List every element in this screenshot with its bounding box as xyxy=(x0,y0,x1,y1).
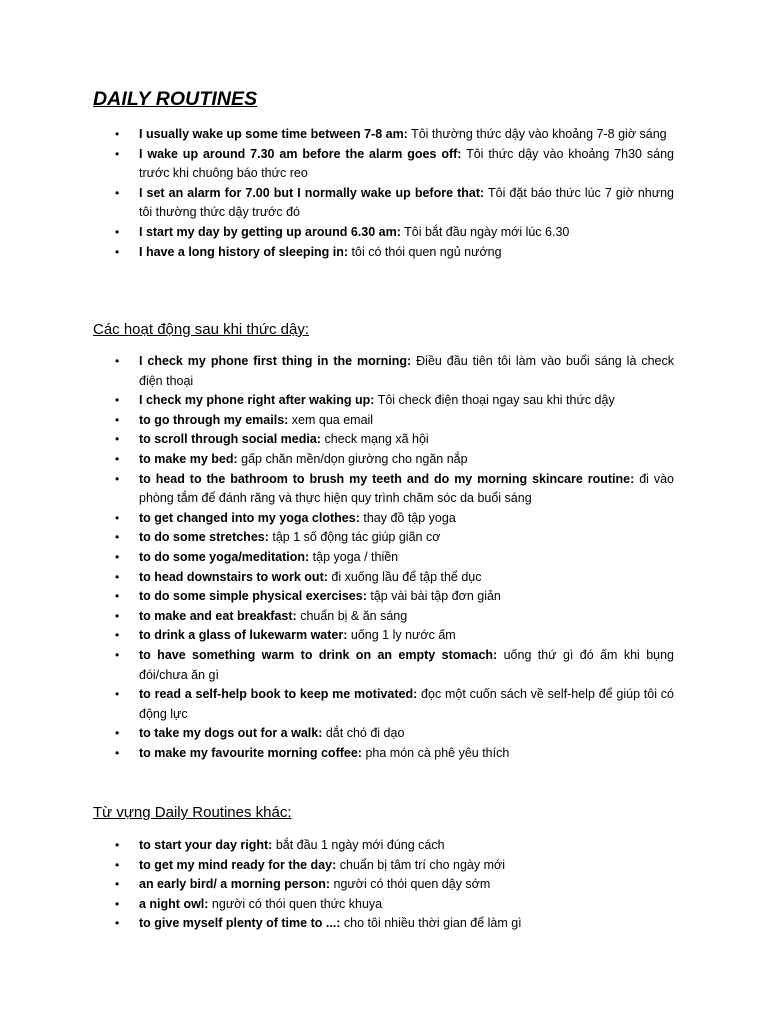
english-phrase: to get my mind ready for the day: xyxy=(139,857,337,872)
vietnamese-meaning: check mạng xã hội xyxy=(324,432,429,447)
english-phrase: to do some yoga/meditation: xyxy=(139,549,310,564)
bullet-icon: • xyxy=(115,745,120,760)
bullet-icon: • xyxy=(115,432,120,447)
bullet-icon: • xyxy=(115,877,120,892)
list-item xyxy=(0,875,674,895)
list-item xyxy=(0,145,674,184)
bullet-icon: • xyxy=(115,569,120,584)
list-item xyxy=(0,626,674,646)
list-item xyxy=(0,411,674,431)
list-item xyxy=(0,895,674,915)
english-phrase: to give myself plenty of time to ...: xyxy=(139,916,341,931)
bullet-icon: • xyxy=(115,916,120,931)
bullet-icon: • xyxy=(115,530,120,545)
english-phrase: I set an alarm for 7.00 but I normally wake up before that: xyxy=(139,185,485,200)
list-item xyxy=(0,391,674,411)
list-item xyxy=(0,243,674,263)
english-phrase: to take my dogs out for a walk: xyxy=(139,726,323,741)
english-phrase: to do some simple physical exercises: xyxy=(139,589,367,604)
list-item xyxy=(0,587,674,607)
vietnamese-meaning: Điều đầu tiên tôi làm vào buổi sáng là check điện thoại xyxy=(139,354,674,388)
vietnamese-meaning: tập yoga / thiền xyxy=(312,549,399,564)
bullet-icon: • xyxy=(115,393,120,408)
vietnamese-meaning: Tôi bắt đầu ngày mới lúc 6.30 xyxy=(404,224,570,239)
english-phrase: I start my day by getting up around 6.30 am: xyxy=(139,224,401,239)
english-phrase: an early bird/ a morning person: xyxy=(139,877,331,892)
list-item xyxy=(0,470,674,509)
english-phrase: to get changed into my yoga clothes: xyxy=(139,510,360,525)
english-phrase: to start your day right: xyxy=(139,838,273,852)
english-phrase: to do some stretches: xyxy=(139,530,269,545)
list-item xyxy=(0,724,674,744)
list-item xyxy=(0,836,674,856)
bullet-icon: • xyxy=(115,857,120,872)
list-item xyxy=(0,125,674,145)
english-phrase: I usually wake up some time between 7-8 am: xyxy=(139,127,408,141)
english-phrase: to drink a glass of lukewarm water: xyxy=(139,628,348,643)
bullet-icon: • xyxy=(115,354,120,368)
vietnamese-meaning: tập vài bài tập đơn giản xyxy=(370,589,501,604)
english-phrase: I wake up around 7.30 am before the alarm goes off: xyxy=(139,146,462,161)
english-phrase: I have a long history of sleeping in: xyxy=(139,244,349,259)
english-phrase: to head to the bathroom to brush my teeth and do my morning skincare routine: xyxy=(139,471,635,486)
vietnamese-meaning: đi xuống lầu để tập thể dục xyxy=(331,569,482,584)
list-item xyxy=(0,744,674,764)
bullet-icon: • xyxy=(115,244,120,259)
vietnamese-meaning: gấp chăn mền/dọn giường cho ngăn nắp xyxy=(241,451,468,466)
bullet-icon: • xyxy=(115,589,120,604)
english-phrase: I check my phone first thing in the morning: xyxy=(139,354,412,368)
english-phrase: to make my favourite morning coffee: xyxy=(139,745,362,760)
vietnamese-meaning: Tôi thức dậy vào khoảng 7h30 sáng trước khi chuông báo thức reo xyxy=(139,146,674,181)
bullet-icon: • xyxy=(115,628,120,643)
english-phrase: I check my phone right after waking up: xyxy=(139,393,375,408)
after-waking-activities-list xyxy=(0,352,768,763)
vietnamese-meaning: tập 1 số động tác giúp giãn cơ xyxy=(272,530,441,545)
list-item xyxy=(0,856,674,876)
vietnamese-meaning: đi vào phòng tắm để đánh răng và thực hiện quy trình chăm sóc da buổi sáng xyxy=(139,471,674,506)
vietnamese-meaning: Tôi thường thức dậy vào khoảng 7-8 giờ sáng xyxy=(411,127,667,141)
vietnamese-meaning: cho tôi nhiều thời gian để làm gì xyxy=(343,916,522,931)
bullet-icon: • xyxy=(115,608,120,623)
english-phrase: to head downstairs to work out: xyxy=(139,569,328,584)
vietnamese-meaning: dắt chó đi dạo xyxy=(325,726,405,741)
bullet-icon: • xyxy=(115,146,120,161)
bullet-icon: • xyxy=(115,224,120,239)
bullet-icon: • xyxy=(115,549,120,564)
vietnamese-meaning: uống 1 ly nước ấm xyxy=(350,628,456,643)
bullet-icon: • xyxy=(115,687,120,702)
vietnamese-meaning: chuẩn bị tâm trí cho ngày mới xyxy=(339,857,505,872)
vietnamese-meaning: chuẩn bị & ăn sáng xyxy=(300,608,408,623)
list-item xyxy=(0,607,674,627)
list-item xyxy=(0,646,674,685)
english-phrase: to read a self-help book to keep me motivated: xyxy=(139,687,418,702)
bullet-icon: • xyxy=(115,471,120,486)
list-item xyxy=(0,352,674,391)
english-phrase: to have something warm to drink on an empty stomach: xyxy=(139,647,498,662)
bullet-icon: • xyxy=(115,185,120,200)
vietnamese-meaning: đọc một cuốn sách về self-help để giúp tôi có động lực xyxy=(139,687,674,721)
section-heading-after-waking: Các hoạt động sau khi thức dậy: xyxy=(93,321,310,338)
bullet-icon: • xyxy=(115,127,120,141)
vietnamese-meaning: xem qua email xyxy=(291,412,374,427)
routine-phrase-list xyxy=(0,125,768,262)
list-item xyxy=(0,184,674,223)
list-item xyxy=(0,568,674,588)
list-item xyxy=(0,450,674,470)
vietnamese-meaning: thay đồ tập yoga xyxy=(363,510,456,525)
vietnamese-meaning: tôi có thói quen ngủ nướng xyxy=(351,244,502,259)
english-phrase: to make and eat breakfast: xyxy=(139,608,297,623)
vietnamese-meaning: bắt đầu 1 ngày mới đúng cách xyxy=(275,838,445,852)
vietnamese-meaning: Tôi check điện thoại ngay sau khi thức dậy xyxy=(377,393,615,408)
list-item xyxy=(0,430,674,450)
section-heading-other-vocabulary: Từ vựng Daily Routines khác: xyxy=(93,804,292,821)
bullet-icon: • xyxy=(115,510,120,525)
english-phrase: to make my bed: xyxy=(139,451,238,466)
bullet-icon: • xyxy=(115,896,120,911)
english-phrase: to scroll through social media: xyxy=(139,432,321,447)
bullet-icon: • xyxy=(115,726,120,741)
vietnamese-meaning: pha món cà phê yêu thích xyxy=(365,745,510,760)
list-item xyxy=(0,223,674,243)
bullet-icon: • xyxy=(115,838,120,852)
bullet-icon: • xyxy=(115,451,120,466)
list-item xyxy=(0,528,674,548)
list-item xyxy=(0,548,674,568)
vietnamese-meaning: người có thói quen thức khuya xyxy=(211,896,383,911)
vietnamese-meaning: người có thói quen dậy sớm xyxy=(333,877,491,892)
list-item xyxy=(0,509,674,529)
page-title: DAILY ROUTINES xyxy=(93,88,258,110)
bullet-icon: • xyxy=(115,647,120,662)
other-vocabulary-list xyxy=(0,836,768,934)
list-item xyxy=(0,685,674,724)
english-phrase: to go through my emails: xyxy=(139,412,289,427)
bullet-icon: • xyxy=(115,412,120,427)
vietnamese-meaning: Tôi đặt báo thức lúc 7 giờ nhưng tôi thường thức dậy trước đó xyxy=(139,185,675,220)
vietnamese-meaning: uống thứ gì đó ấm khi bụng đói/chưa ăn gì xyxy=(139,647,674,682)
list-item xyxy=(0,914,674,934)
english-phrase: a night owl: xyxy=(139,896,209,911)
